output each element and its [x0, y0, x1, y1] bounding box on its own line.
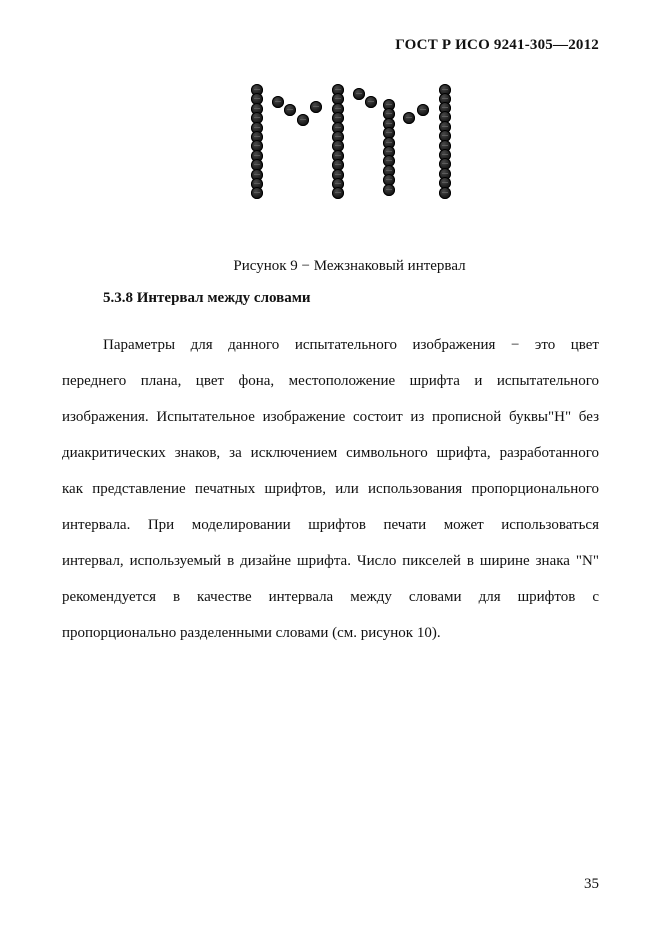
matrix-dot [310, 101, 322, 113]
body-paragraph [62, 331, 599, 655]
section-heading: 5.3.8 Интервал между словами [103, 290, 311, 306]
dot-matrix-figure [248, 84, 454, 200]
matrix-dot [365, 96, 377, 108]
matrix-dot [297, 114, 309, 126]
matrix-dot [417, 104, 429, 116]
paragraph-line: как представление печатных шрифтов, или использования пропорционального [62, 481, 599, 497]
paragraph-line: пропорционально разделенными словами (см. рисунок 10). [62, 625, 441, 641]
paragraph-line: рекомендуется в качестве интервала между словами для шрифтов с [62, 589, 599, 605]
matrix-dot [332, 187, 344, 199]
page-number: 35 [584, 876, 599, 892]
matrix-dot [353, 88, 365, 100]
paragraph-line: изображения. Испытательное изображение состоит из прописной буквы"H" без [62, 409, 599, 425]
document-header: ГОСТ Р ИСО 9241-305—2012 [395, 37, 599, 53]
matrix-dot [403, 112, 415, 124]
matrix-dot [284, 104, 296, 116]
matrix-dot [439, 187, 451, 199]
paragraph-line: интервал, используемый в дизайне шрифта. Число пикселей в ширине знака "N" [62, 553, 599, 569]
matrix-dot [383, 184, 395, 196]
matrix-dot [272, 96, 284, 108]
figure-caption: Рисунок 9 − Межзнаковый интервал [233, 258, 466, 274]
paragraph-line: интервала. При моделировании шрифтов печати может использоваться [62, 517, 599, 533]
matrix-dot [251, 187, 263, 199]
paragraph-line: диакритических знаков, за исключением символьного шрифта, разработанного [62, 445, 599, 461]
paragraph-line: переднего плана, цвет фона, местоположение шрифта и испытательного [62, 373, 599, 389]
paragraph-line: Параметры для данного испытательного изображения − это цвет [103, 337, 599, 353]
